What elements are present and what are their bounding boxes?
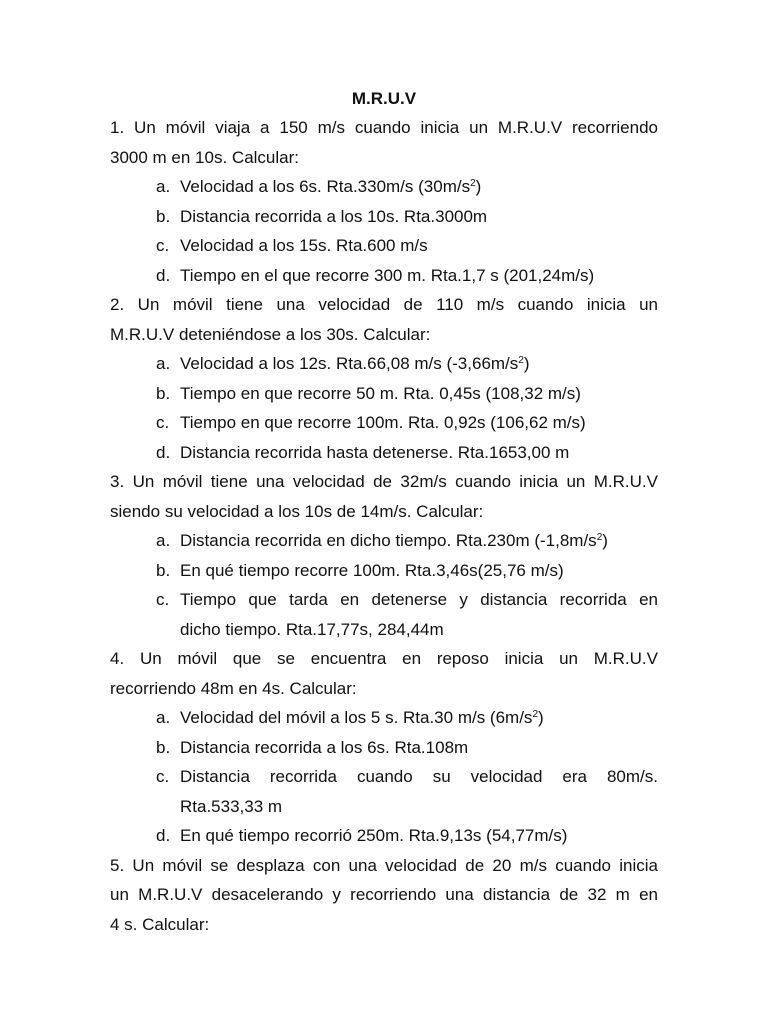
problem-statement (110, 290, 658, 349)
document-page (110, 84, 658, 939)
item-marker: d. (156, 826, 171, 845)
item-marker: c. (156, 590, 170, 609)
problem-4 (110, 644, 658, 851)
item-text: dicho tiempo. Rta.17,77s, 284,44m (180, 619, 444, 639)
problem-2 (110, 290, 658, 467)
statement-line: 3. Un móvil tiene una velocidad de 32m/s cuando inicia un M.R.U.V (110, 472, 658, 491)
sub-question (110, 438, 658, 468)
sub-question (110, 408, 658, 438)
problem-5 (110, 851, 658, 940)
item-text: Tiempo en el que recorre 300 m. Rta.1,7 s (201,24m/s) (180, 265, 595, 285)
item-text: Velocidad a los 12s. Rta.66,08 m/s $(-3,66m/s^2)$ (180, 354, 530, 373)
superscript: 2 (518, 355, 524, 366)
sub-question-list (110, 172, 658, 290)
sub-question (110, 703, 658, 733)
statement-line: siendo su velocidad a los 10s de 14m/s. Calcular: (110, 501, 484, 521)
item-marker: c. (156, 236, 170, 255)
superscript: 2 (532, 709, 538, 720)
statement-line: M.R.U.V deteniéndose a los 30s. Calcular: (110, 324, 431, 344)
sub-question (110, 733, 658, 763)
statement-line: 4 s. Calcular: (110, 914, 210, 934)
sub-question (110, 526, 658, 556)
problem-statement (110, 644, 658, 703)
problem-statement (110, 851, 658, 940)
problem-3 (110, 467, 658, 644)
document-title: M.R.U.V (351, 89, 417, 108)
superscript: 2 (596, 532, 603, 543)
item-marker: b. (156, 383, 171, 403)
sub-question (110, 556, 658, 586)
sub-question-list (110, 349, 658, 467)
item-text: Tiempo que tarda en detenerse y distancia recorrida en (180, 590, 658, 609)
item-text: En qué tiempo recorre 100m. Rta.3,46s(25,76 m/s) (180, 560, 564, 580)
statement-line: 2. Un móvil tiene una velocidad de 110 m/s cuando inicia un (110, 295, 658, 314)
item-text: Velocidad a los 6s. Rta.330m/s $(30m/s^2)$ (180, 177, 482, 196)
item-marker: d. (156, 265, 171, 285)
problem-1 (110, 113, 658, 290)
sub-question-list (110, 703, 658, 851)
item-text: Velocidad a los 15s. Rta.600 m/s (180, 236, 428, 255)
item-text: Distancia recorrida a los 6s. Rta.108m (180, 737, 469, 757)
statement-line: 5. Un móvil se desplaza con una velocidad de 20 m/s cuando inicia (110, 855, 658, 875)
sub-question (110, 261, 658, 291)
item-marker: a. (156, 354, 171, 373)
sub-question (110, 379, 658, 409)
statement-line: 4. Un móvil que se encuentra en reposo inicia un M.R.U.V (110, 649, 658, 668)
item-marker: a. (156, 531, 171, 550)
item-marker: c. (156, 413, 170, 432)
item-marker: c. (156, 767, 170, 786)
item-marker: b. (156, 560, 171, 580)
statement-line: 1. Un móvil viaja a 150 m/s cuando inicia un M.R.U.V recorriendo (110, 118, 658, 137)
sub-question (110, 821, 658, 851)
item-marker: a. (156, 177, 171, 196)
item-text: Distancia recorrida cuando su velocidad era 80m/s. (180, 767, 658, 786)
item-marker: b. (156, 737, 171, 757)
problem-statement (110, 113, 658, 172)
sub-question (110, 349, 658, 379)
item-text: En qué tiempo recorrió 250m. Rta.9,13s (54,77m/s) (180, 826, 568, 845)
problem-statement (110, 467, 658, 526)
statement-line: recorriendo 48m en 4s. Calcular: (110, 678, 357, 698)
sub-question (110, 172, 658, 202)
sub-question (110, 762, 658, 821)
item-text: Distancia recorrida a los 10s. Rta.3000m (180, 206, 488, 226)
statement-line: un M.R.U.V desacelerando y recorriendo una distancia de 32 m en (110, 885, 658, 904)
item-text: Distancia recorrida en dicho tiempo. Rta.230m $(-1,8m/s^2)$ (180, 531, 608, 550)
statement-line: 3000 m en 10s. Calcular: (110, 147, 299, 167)
sub-question-list (110, 526, 658, 644)
item-text: Velocidad del móvil a los 5 s. Rta.30 m/s $(6m/s^2)$ (180, 708, 544, 727)
superscript: 2 (470, 178, 476, 189)
item-marker: d. (156, 442, 171, 462)
item-text: Rta.533,33 m (180, 796, 283, 816)
sub-question (110, 231, 658, 261)
sub-question (110, 202, 658, 232)
sub-question (110, 585, 658, 644)
item-text: Tiempo en que recorre 50 m. Rta. 0,45s (108,32 m/s) (180, 383, 581, 403)
item-text: Tiempo en que recorre 100m. Rta. 0,92s (106,62 m/s) (180, 413, 586, 432)
item-marker: b. (156, 206, 171, 226)
item-text: Distancia recorrida hasta detenerse. Rta.1653,00 m (180, 442, 570, 462)
item-marker: a. (156, 708, 171, 727)
